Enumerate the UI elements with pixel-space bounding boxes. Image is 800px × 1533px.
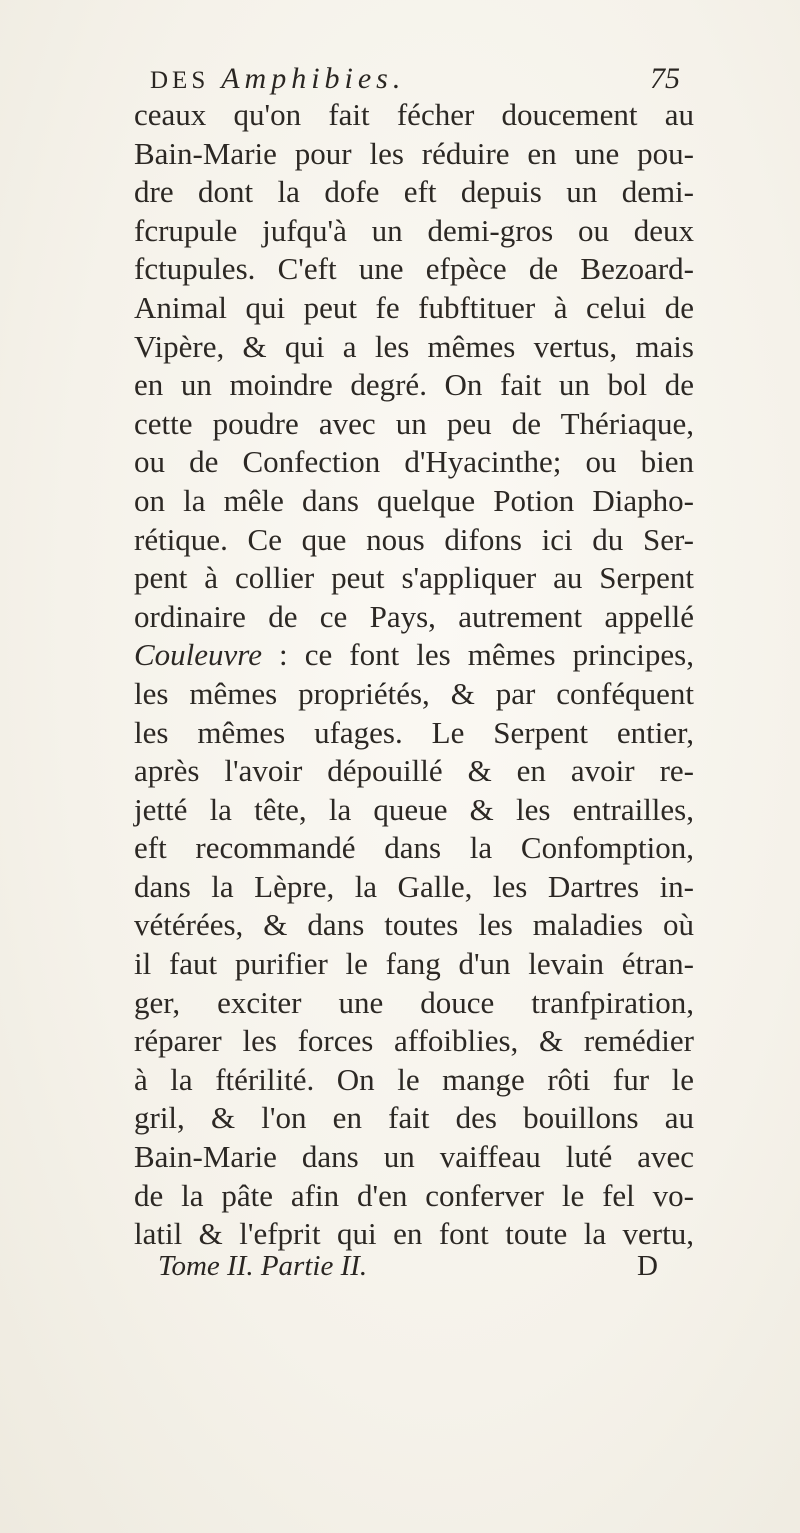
text-line: ceaux qu'on fait fécher doucement au — [134, 97, 694, 132]
text-line: Bain-Marie dans un vaiffeau luté avec — [134, 1139, 694, 1175]
text-line: il faut purifier le fang d'un levain étran- — [134, 946, 694, 982]
page-footer — [158, 1250, 658, 1283]
text-line: jetté la tête, la queue & les entrailles, — [134, 791, 694, 827]
text-line: gril, & l'on en fait des bouillons au — [134, 1100, 694, 1136]
text-line: les mêmes propriétés, & par conféquent — [134, 675, 694, 711]
text-line: on la mêle dans quelque Potion Diapho- — [134, 482, 694, 518]
text-line: Vipère, & qui a les mêmes vertus, mais — [134, 328, 694, 364]
text-line: Bain-Marie pour les réduire en une pou- — [134, 135, 694, 171]
text-line: rétique. Ce que nous difons ici du Ser- — [134, 521, 694, 557]
text-line: ordinaire de ce Pays, autrement appellé — [134, 598, 694, 634]
running-head — [150, 62, 405, 96]
text-line: cette poudre avec un peu de Thériaque, — [134, 405, 694, 441]
text-line: de la pâte afin d'en conferver le fel vo- — [134, 1177, 694, 1213]
text-line: ou de Confection d'Hyacinthe; ou bien — [134, 444, 694, 480]
text-line: dre dont la dofe eft depuis un demi- — [134, 174, 694, 210]
page-number: 75 — [650, 62, 680, 95]
text-line: ger, exciter une douce tranfpiration, — [134, 984, 694, 1020]
text-line: réparer les forces affoiblies, & remédier — [134, 1023, 694, 1059]
text-line: vétérées, & dans toutes les maladies où — [134, 907, 694, 943]
text-line: eft recommandé dans la Confomption, — [134, 830, 694, 866]
running-head-first-word: DES — [150, 67, 210, 94]
signature-mark: D — [637, 1250, 658, 1282]
body-text — [134, 96, 694, 1254]
text-line: dans la Lèpre, la Galle, les Dartres in- — [134, 868, 694, 904]
text-line: à la ftérilité. On le mange rôti fur le — [134, 1061, 694, 1097]
text-line: Couleuvre : ce font les mêmes principes, — [134, 637, 694, 673]
volume-label: Tome II. Partie II. — [158, 1250, 368, 1282]
text-line: après l'avoir dépouillé & en avoir re- — [134, 753, 694, 789]
text-line: en un moindre degré. On fait un bol de — [134, 367, 694, 403]
running-head-title: Amphibies. — [221, 62, 406, 95]
text-line: fcrupule jufqu'à un demi-gros ou deux — [134, 212, 694, 248]
text-line: latil & l'efprit qui en font toute la vertu, — [134, 1216, 694, 1252]
text-line: les mêmes ufages. Le Serpent entier, — [134, 714, 694, 750]
text-line: Animal qui peut fe fubftituer à celui de — [134, 289, 694, 325]
text-line: fctupules. C'eft une efpèce de Bezoard- — [134, 251, 694, 287]
text-line: pent à collier peut s'appliquer au Serpent — [134, 560, 694, 596]
